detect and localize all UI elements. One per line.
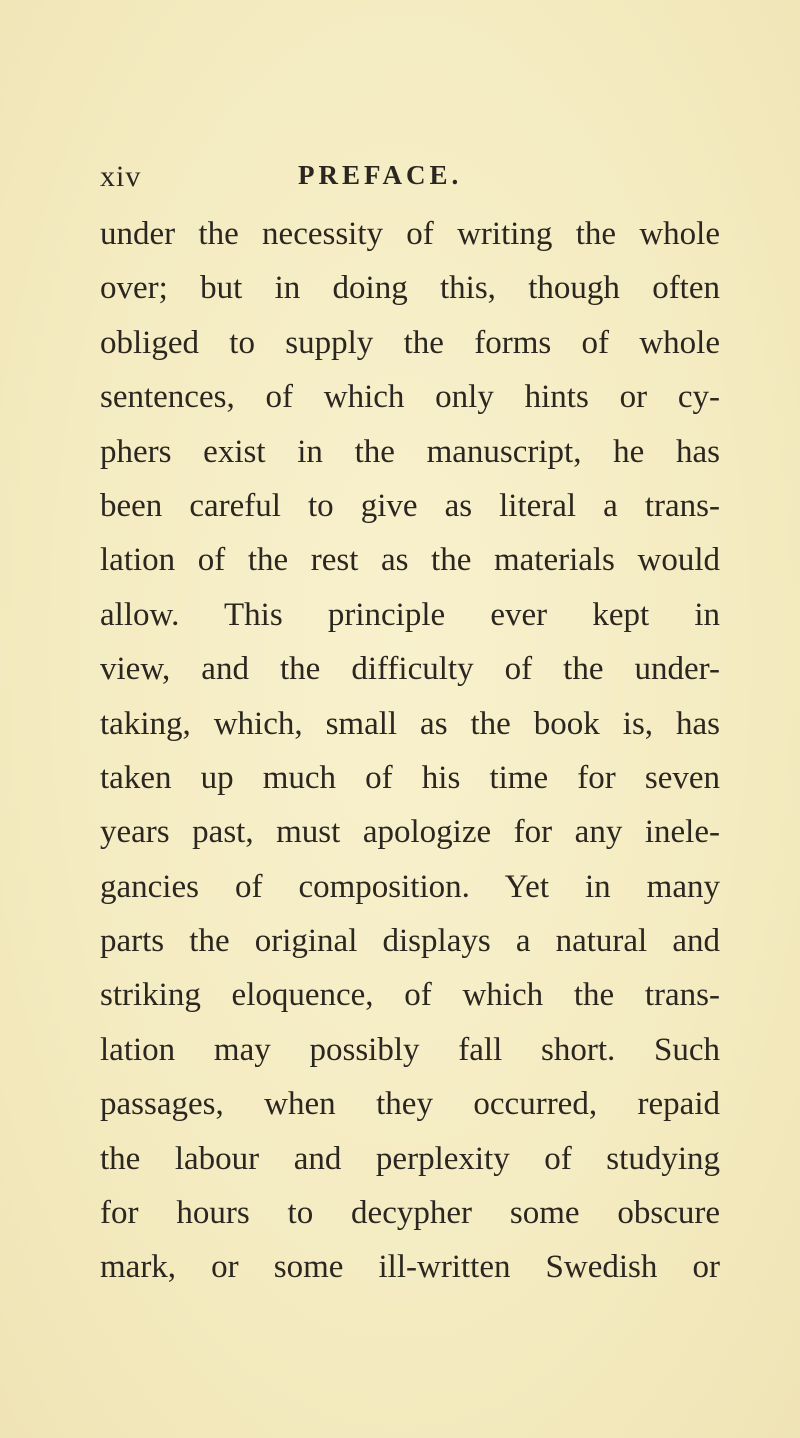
text-line: taken up much of his time for seven — [100, 759, 720, 796]
text-line: lation may possibly fall short. Such — [100, 1031, 720, 1068]
text-line: allow. This principle ever kept in — [100, 596, 720, 633]
section-title: PREFACE. — [298, 160, 463, 190]
running-head — [100, 160, 700, 200]
text-line: obliged to supply the forms of whole — [100, 324, 720, 361]
text-line: passages, when they occurred, repaid — [100, 1086, 720, 1123]
text-line: sentences, of which only hints or cy- — [100, 379, 720, 416]
text-line: striking eloquence, of which the trans- — [100, 977, 720, 1014]
body-text — [100, 207, 720, 1295]
text-line: parts the original displays a natural and — [100, 923, 720, 960]
text-line: gancies of composition. Yet in many — [100, 868, 720, 905]
text-line: mark, or some ill-written Swedish or — [100, 1249, 720, 1286]
text-line: over; but in doing this, though often — [100, 270, 720, 307]
text-line: taking, which, small as the book is, has — [100, 705, 720, 742]
text-line: years past, must apologize for any inele- — [100, 814, 720, 851]
text-line: for hours to decypher some obscure — [100, 1195, 720, 1232]
text-line: phers exist in the manuscript, he has — [100, 433, 720, 470]
text-line: under the necessity of writing the whole — [100, 216, 720, 252]
text-line: the labour and perplexity of studying — [100, 1140, 720, 1177]
text-line: lation of the rest as the materials would — [100, 542, 720, 579]
text-line: been careful to give as literal a trans- — [100, 487, 720, 524]
page-number: xiv — [100, 160, 142, 193]
text-line: view, and the difficulty of the under- — [100, 651, 720, 688]
